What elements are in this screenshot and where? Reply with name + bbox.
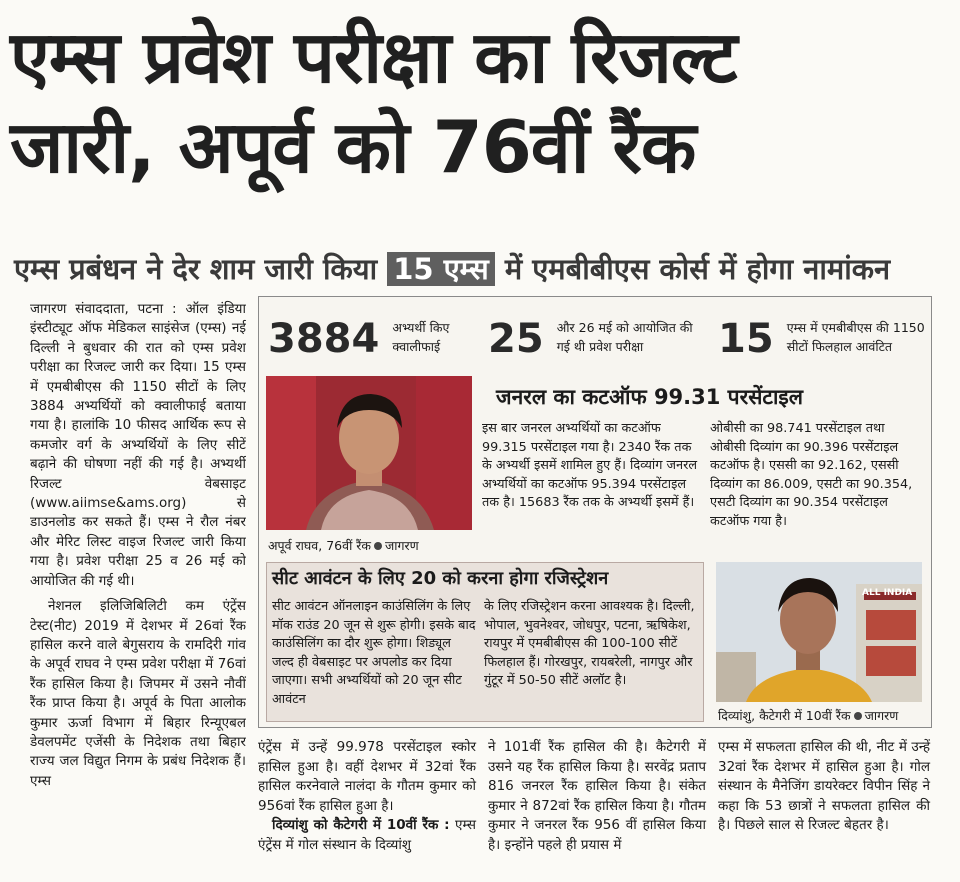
bullet-icon [854, 712, 862, 720]
headline-line-1: एम्स प्रवेश परीक्षा का रिजल्ट [10, 15, 737, 99]
stat-number: 15 [718, 316, 774, 362]
building-sign: ALL INDIA [862, 588, 913, 598]
seat-left-text: सीट आवंटन ऑनलाइन काउंसिलिंग के लिए मॉक राउंड 20 जून से शुरू होगी। इसके बाद काउंसिलिंग का दौर शुरू होगा। शिड्यूल जल्द ही वेबसाइट पर अपलोड कर दिया जाएगा। सभी अभ्यर्थियों को 20 जून सीट आवंटन [272, 599, 476, 707]
subheadline-text-before: एम्स प्रबंधन ने देर शाम जारी किया [14, 252, 378, 286]
stat-number: 3884 [268, 316, 380, 362]
headline [10, 12, 950, 192]
stat-label: एम्स में एमबीबीएस की 1150 सीटों फिलहाल आवंटित [786, 320, 925, 354]
bottom-column-2 [488, 738, 706, 856]
cutoff-title: जनरल का कटऑफ 99.31 परसेंटाइल [496, 385, 803, 409]
subheadline [14, 248, 954, 290]
headline-line-2: जारी, अपूर्व को 76वीं रैंक [10, 105, 696, 189]
bottom-subhead: दिव्यांशु को कैटेगरी में 10वीं रैंक : [272, 817, 450, 834]
bottom-column-3 [718, 738, 930, 836]
bottom-column-3-text: एम्स में सफलता हासिल की थी, नीट में उन्हें 32वां रैंक देशभर में हासिल हुआ है। गोल संस्थान के मैनेजिंग डायरेक्टर विपीन सिंह ने कहा कि 53 छात्रों ने सफलता हासिल की है। पिछले साल से रिजल्ट बेहतर है। [718, 739, 930, 834]
stat-aiims-count [718, 316, 939, 362]
portrait-image [716, 562, 922, 702]
cutoff-left-text: इस बार जनरल अभ्यर्थियों का कटऑफ 99.315 परसेंटाइल गया है। 2340 रैंक तक के अभ्यर्थी इसमें शामिल हुए हैं। दिव्यांग जनरल अभ्यर्थियों का कटऑफ 95.394 परसेंटाइल तक है। 15683 रैंक तक के अभ्यर्थी इसमें हैं। [482, 421, 698, 511]
bottom-column-1-text: एंट्रेंस में उन्हें 99.978 परसेंटाइल स्कोर हासिल हुआ है। वहीं देशभर में 32वां रैंक हासिल करनेवाले नालंदा के गौतम कुमार को 956वां रैंक हासिल हुआ है। [258, 739, 476, 814]
subheadline-highlight: 15 एम्स [387, 252, 495, 286]
caption-name: अपूर्व राघव, 76वीं रैंक [268, 538, 371, 553]
photo-apurva [266, 376, 472, 530]
cutoff-right-text: ओबीसी का 98.741 परसेंटाइल तथा ओबीसी दिव्यांग का 90.396 परसेंटाइल कटऑफ है। एससी का 92.162, एससी दिव्यांग का 86.009, एसटी का 90.354, एसटी दिव्यांग का 90.354 परसेंटाइल कटऑफ गया है। [710, 421, 913, 529]
bottom-column-2-text: ने 101वीं रैंक हासिल की है। कैटेगरी में उसने यह रैंक हासिल किया है। सरवेंद्र प्रताप 816 जनरल रैंक हासिल किया है। संकेत कुमार ने 872वां रैंक हासिल किया है। गौतम कुमार ने जनरल रैंक 956 वीं हासिल किया है। इन्होंने पहले ही प्रयास में [488, 739, 706, 853]
stat-label: और 26 मई को आयोजित की गई थी प्रवेश परीक्षा [556, 320, 693, 354]
bottom-column-1-after: एम्स एंट्रेंस में गोल संस्थान के दिव्यांशु [258, 817, 477, 853]
caption-name: दिव्यांशु, कैटेगरी में 10वीं रैंक [718, 708, 851, 723]
stat-label: अभ्यर्थी किए क्वालीफाई [392, 320, 450, 354]
caption-source: जागरण [864, 708, 899, 723]
stat-exam-date [488, 316, 707, 362]
photo-apurva-caption [268, 538, 472, 554]
caption-source: जागरण [385, 538, 419, 553]
bullet-icon [374, 542, 382, 550]
stat-qualified [268, 316, 472, 362]
photo-divyanshu [716, 562, 922, 702]
seat-title: सीट आवंटन के लिए 20 को करना होगा रजिस्ट्रेशन [272, 568, 609, 589]
seat-right-text: के लिए रजिस्ट्रेशन करना आवश्यक है। दिल्ली, भोपाल, भुवनेश्वर, जोधपुर, पटना, ऋषिकेश, रायपुर में एमबीबीएस की 100-100 सीटें फिलहाल हैं। गोरखपुर, रायबरेली, नागपुर और गुंटूर में 50-50 सीटें अलॉट है। [484, 599, 695, 689]
left-column-paragraph-1: जागरण संवाददाता, पटना : ऑल इंडिया इंस्टीट्यूट ऑफ मेडिकल साइंसेज (एम्स) नई दिल्ली ने बुधवार की रात को एम्स प्रवेश परीक्षा का रिजल्ट जारी कर दिया। 15 एम्स में एमबीबीएस की 1150 सीटों के लिए 3884 अभ्यर्थियों को क्वालीफाई बताया गया है। हालांकि 10 फीसद आर्थिक रूप से कमजोर वर्ग के अभ्यर्थियों के लिए सीटें बढ़ाने की घोषणा नहीं की गई है। अभ्यर्थी रिजल्ट वेबसाइट (www.aiimse&ams.org) से डाउनलोड कर सकते हैं। एम्स ने रौल नंबर और मेरिट लिस्ट वाइज रिजल्ट जारी किया गया है। प्रवेश परीक्षा 25 व 26 मई को आयोजित की गई थी। [30, 301, 246, 589]
subheadline-text-after: में एमबीबीएस कोर्स में होगा नामांकन [504, 252, 891, 286]
photo-divyanshu-caption [718, 708, 930, 724]
portrait-image [266, 376, 472, 530]
left-column [30, 300, 246, 870]
left-column-paragraph-2: नेशनल इलिजिबिलिटी कम एंट्रेंस टेस्ट(नीट) 2019 में देशभर में 26वां रैंक हासिल करने वाले बेगुसराय के रामदिरी गांव के अपूर्व राघव ने एम्स प्रवेश परीक्षा में 76वां रैंक हासिल किया है। जिपमर में उसने नौवीं रैंक प्राप्त किया है। अपूर्व के पिता आलोक कुमार ऊर्जा विभाग में बिहार रिन्यूएबल डेवलपमेंट एजेंसी के निदेशक तथा बिहार राज्य जल विद्युत निगम के प्रबंध निदेशक हैं। एम्स [30, 598, 246, 789]
stat-number: 25 [488, 316, 544, 362]
bottom-column-1 [258, 738, 476, 856]
